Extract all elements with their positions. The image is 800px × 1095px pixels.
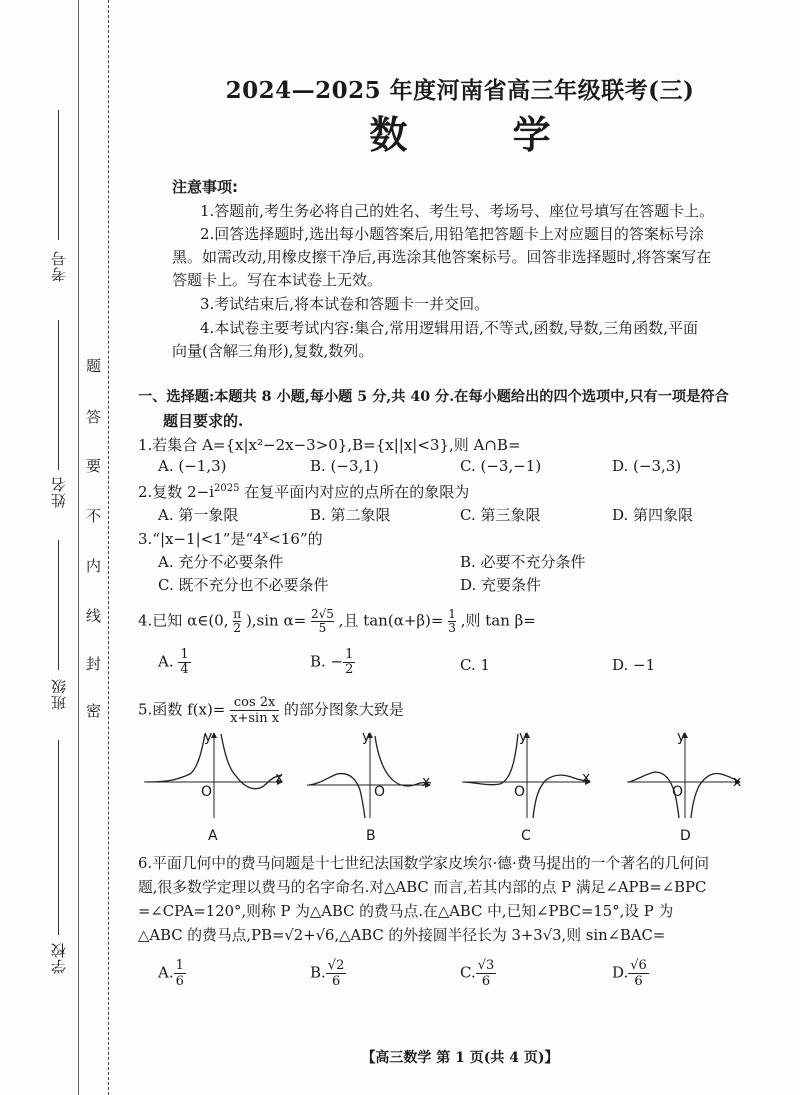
- seal-char: 要: [86, 457, 102, 475]
- q6-line-2: 题,很多数学定理以费马的名字命名.对△ABC 而言,若其内部的点 P 满足∠APB=∠BPC: [138, 879, 707, 896]
- q1-option-b: B. (−3,1): [310, 457, 379, 475]
- origin-label: O: [672, 784, 684, 800]
- q5-stem-b: 的部分图象大致是: [283, 700, 404, 719]
- q6-option-a-frac: [174, 958, 186, 989]
- q6-line-3: =∠CPA=120°,则称 P 为△ABC 的费马点.在△ABC 中,已知∠PBC=15°,设 P 为: [138, 903, 674, 920]
- axis-y-label: y: [677, 729, 686, 745]
- frac-den: 6: [481, 974, 491, 989]
- q5-graph-b-label: B: [366, 828, 376, 844]
- q5-graph-c-label: C: [521, 828, 531, 844]
- field-xingming-label: 姓名: [50, 476, 68, 508]
- axis-x-label: x: [422, 774, 431, 790]
- field-xingming-line: [58, 320, 59, 470]
- q5-frac: [230, 695, 279, 726]
- frac-num: 1: [345, 647, 354, 662]
- seal-char: 密: [86, 702, 102, 720]
- seal-char: 不: [86, 507, 102, 525]
- q5-stem-a: 5.函数 f(x)=: [138, 700, 226, 719]
- q4-frac-pi-2: [233, 608, 241, 635]
- q6-option-d: [612, 958, 649, 989]
- q3-option-d: D. 充要条件: [460, 576, 542, 594]
- notice-heading: 注意事项:: [172, 178, 238, 196]
- frac-den: 6: [331, 974, 341, 989]
- q5-graph-c: [460, 730, 595, 820]
- axis-x-label: x: [582, 770, 591, 786]
- q1-option-d: D. (−3,3): [612, 457, 682, 475]
- seal-dashed-line: [108, 0, 109, 1095]
- q4-option-a-frac: [178, 648, 190, 677]
- q6-option-d-frac: [628, 958, 649, 989]
- q4-stem-b: ),sin α=: [245, 611, 307, 630]
- exam-title: 2024—2025 年度河南省高三年级联考(三): [225, 77, 695, 104]
- frac-num: √3: [477, 958, 495, 973]
- frac-den: x+sin x: [230, 711, 280, 726]
- q4-stem-c: ,且 tan(α+β)=: [338, 611, 444, 630]
- q4-option-d: D. −1: [612, 656, 656, 674]
- q5-graph-d-label: D: [680, 828, 691, 844]
- q4-option-a-prefix: A.: [158, 652, 174, 671]
- q1-option-c: C. (−3,−1): [460, 457, 542, 475]
- q6-option-c-frac: [476, 958, 497, 989]
- q4-stem: [138, 608, 536, 635]
- q4-frac-den: 5: [318, 621, 327, 635]
- seal-char: 题: [86, 357, 102, 375]
- frac-den: 2: [345, 662, 354, 677]
- notice-item-2-line-2: 黑。如需改动,用橡皮擦干净后,再选涂其他答案标号。回答非选择题时,将答案写在: [172, 248, 712, 266]
- origin-label: O: [514, 784, 526, 800]
- notice-item-4-line-1: 4.本试卷主要考试内容:集合,常用逻辑用语,不等式,函数,导数,三角函数,平面: [200, 319, 698, 337]
- q2-stem-a: 2.复数 2−i: [138, 483, 214, 501]
- q4-option-a: [158, 648, 191, 677]
- q3-stem: [138, 528, 323, 549]
- section-heading-line-1: 一、选择题:本题共 8 小题,每小题 5 分,共 40 分.在每小题给出的四个选项中,只有一项是符合: [138, 389, 729, 405]
- field-xuexiao-line: [58, 740, 59, 935]
- q3-exponent: x: [262, 530, 269, 541]
- notice-item-1: 1.答题前,考生务必将自己的姓名、考生号、考场号、座位号填写在答题卡上。: [200, 202, 715, 220]
- q4-option-c: C. 1: [460, 656, 491, 674]
- q2-option-d: D. 第四象限: [612, 506, 694, 524]
- q3-stem-a: 3.“|x−1|<1”是“4: [138, 530, 263, 548]
- q4-frac-den: 3: [448, 621, 456, 635]
- frac-den: 6: [634, 974, 643, 989]
- notice-item-2-line-3: 答题卡上。写在本试卷上无效。: [172, 271, 383, 289]
- seal-char: 封: [86, 655, 102, 673]
- q4-frac-num: 1: [448, 607, 456, 621]
- page-footer: 【高三数学 第 1 页(共 4 页)】: [361, 1050, 559, 1066]
- field-banji-label: 班级: [50, 678, 68, 710]
- q2-stem: [138, 481, 469, 502]
- q2-exponent: 2025: [214, 483, 240, 494]
- origin-label: O: [374, 784, 386, 800]
- q4-option-b-frac: [343, 648, 355, 677]
- subject-title: 数 学: [369, 112, 597, 157]
- q6-option-c-prefix: C.: [460, 963, 476, 982]
- q3-option-a: A. 充分不必要条件: [158, 553, 284, 571]
- field-kaohao-line: [58, 110, 59, 240]
- frac-num: 1: [175, 958, 184, 973]
- q3-option-b: B. 必要不充分条件: [460, 553, 586, 571]
- q4-stem-d: ,则 tan β=: [460, 611, 536, 630]
- notice-item-2-line-1: 2.回答选择题时,选出每小题答案后,用铅笔把答题卡上对应题目的答案标号涂: [200, 225, 704, 243]
- q4-frac-den: 2: [233, 621, 242, 635]
- axis-x-label: x: [733, 774, 742, 790]
- q2-stem-b: 在复平面内对应的点所在的象限为: [239, 483, 470, 501]
- q2-option-c: C. 第三象限: [460, 506, 541, 524]
- q6-line-4: △ABC 的费马点,PB=√2+√6,△ABC 的外接圆半径长为 3+3√3,则 sin∠BAC=: [138, 927, 666, 944]
- origin-label: O: [201, 784, 213, 800]
- q1-stem: 1.若集合 A={x|x²−2x−3>0},B={x||x|<3},则 A∩B=: [138, 436, 521, 454]
- q6-option-c: [460, 958, 496, 989]
- q2-option-b: B. 第二象限: [310, 506, 391, 524]
- q6-line-1: 6.平面几何中的费马问题是十七世纪法国数学家皮埃尔·德·费马提出的一个著名的几何问: [138, 855, 710, 872]
- q6-option-a-prefix: A.: [158, 963, 174, 982]
- q4-frac-tan: [448, 608, 456, 635]
- q6-option-a: [158, 958, 186, 989]
- q2-option-a: A. 第一象限: [158, 506, 239, 524]
- q6-option-b: [310, 958, 346, 989]
- q5-graph-a-label: A: [208, 828, 218, 844]
- frac-num: √2: [327, 958, 345, 973]
- q6-option-b-prefix: B.: [310, 963, 326, 982]
- axis-y-label: y: [362, 729, 371, 745]
- frac-den: 4: [180, 662, 189, 677]
- q4-option-b-prefix: B. −: [310, 652, 344, 671]
- q4-frac-num: 2√5: [310, 607, 334, 621]
- q4-stem-a: 4.已知 α∈(0,: [138, 611, 229, 630]
- seal-char: 线: [86, 607, 102, 625]
- section-heading-line-2: 题目要求的.: [163, 412, 244, 430]
- frac-num: 1: [180, 647, 189, 662]
- q1-option-a: A. (−1,3): [158, 457, 227, 475]
- q5-graph-a: [142, 730, 287, 820]
- field-xuexiao-label: 学校: [50, 942, 68, 974]
- seal-char: 答: [86, 408, 102, 426]
- q6-option-d-prefix: D.: [612, 963, 629, 982]
- frac-den: 6: [175, 974, 184, 989]
- notice-item-3: 3.考试结束后,将本试卷和答题卡一并交回。: [200, 295, 490, 313]
- q3-option-c: C. 既不充分也不必要条件: [158, 576, 329, 594]
- axis-y-label: y: [519, 729, 528, 745]
- q6-option-b-frac: [326, 958, 347, 989]
- frac-num: cos 2x: [230, 695, 279, 711]
- outer-margin-line: [78, 0, 79, 1095]
- q3-stem-b: <16”的: [268, 530, 323, 548]
- q4-frac-sin: [311, 608, 334, 635]
- q4-frac-num: π: [233, 607, 242, 621]
- q4-option-b: [310, 648, 355, 677]
- axis-x-label: x: [275, 770, 284, 786]
- axis-y-label: y: [204, 729, 213, 745]
- field-kaohao-label: 考号: [50, 250, 68, 282]
- q5-stem: [138, 695, 404, 726]
- notice-item-4-line-2: 向量(含解三角形),复数,数列。: [172, 342, 374, 360]
- frac-num: √6: [630, 958, 647, 973]
- field-banji-line: [58, 540, 59, 670]
- seal-char: 内: [86, 557, 102, 575]
